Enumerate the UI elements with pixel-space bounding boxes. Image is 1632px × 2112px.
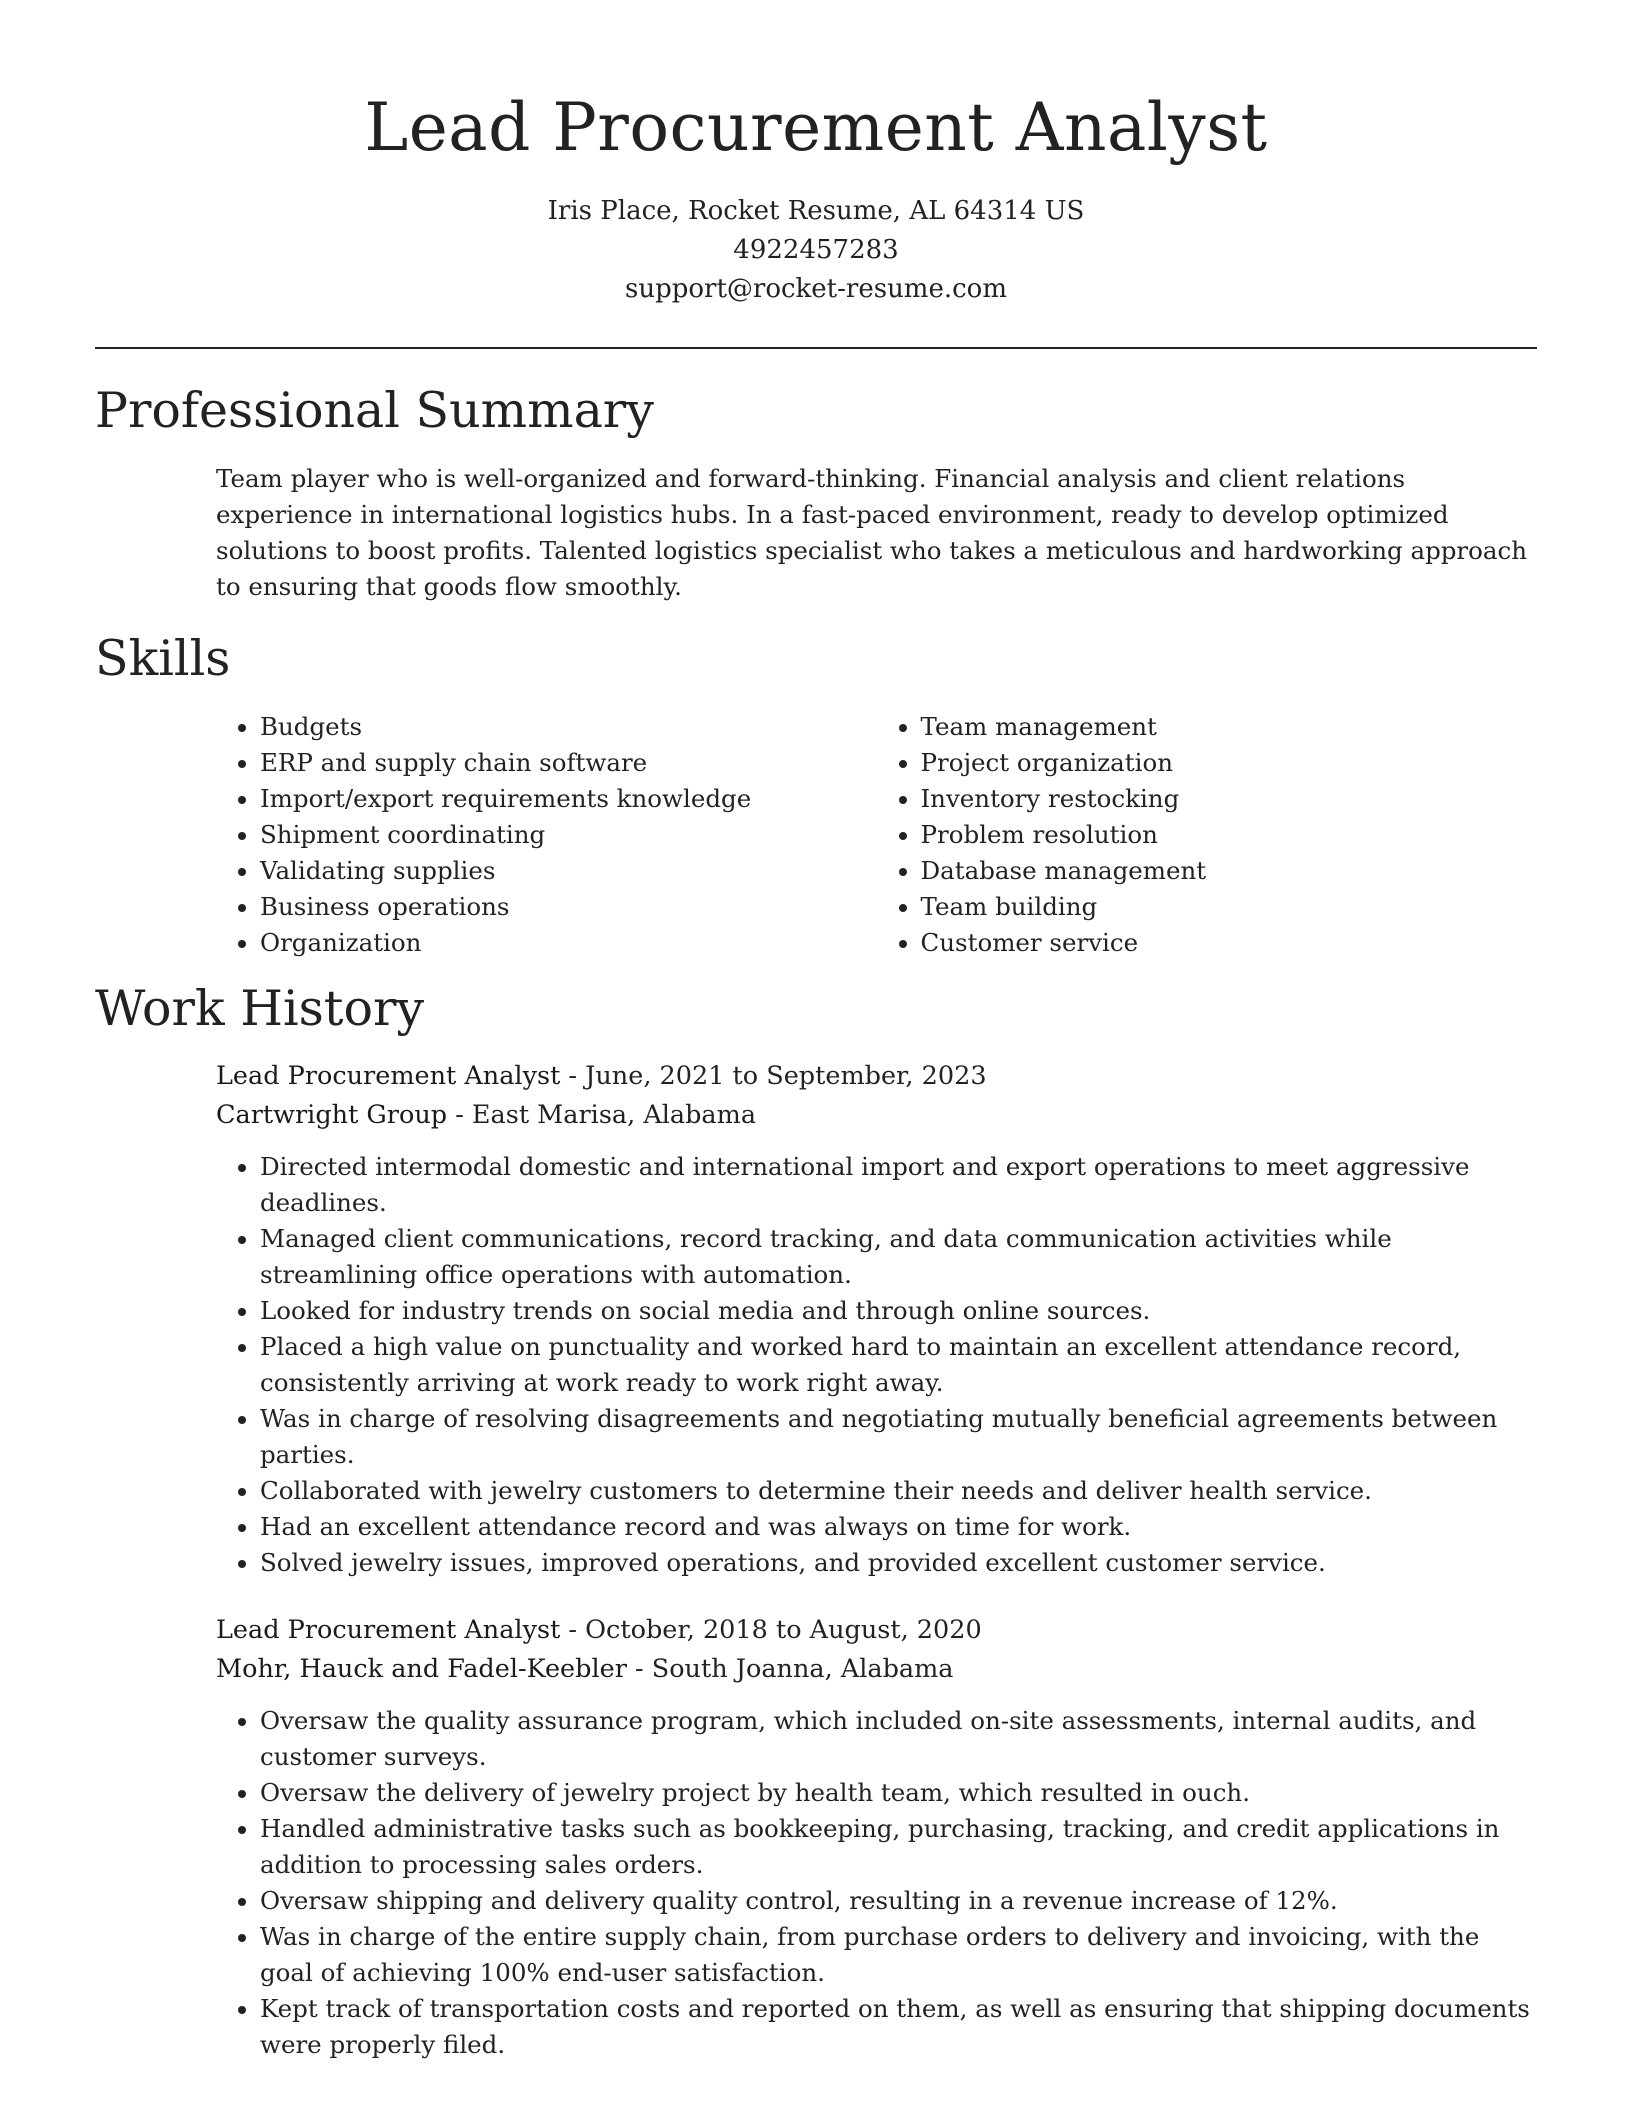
- job-dates: - October, 2018 to August, 2020: [560, 1615, 982, 1645]
- skill-item: • Project organization: [921, 745, 1538, 781]
- job-entry-2: [216, 1611, 1537, 2063]
- job-entry-1: [216, 1057, 1537, 1581]
- job-company-line: [216, 1096, 1537, 1135]
- work-history-heading: Work History: [95, 980, 425, 1037]
- job-bullet: • Oversaw shipping and delivery quality control, resulting in a revenue increase of 12%.: [260, 1883, 1537, 1919]
- email-address: support@rocket-resume.com: [624, 274, 1007, 304]
- skill-item: • Inventory restocking: [921, 781, 1538, 817]
- skill-item: • Organization: [260, 925, 877, 961]
- job-company-line: [216, 1650, 1537, 1689]
- job-location: - East Marisa, Alabama: [447, 1100, 757, 1130]
- job-bullet: • Was in charge of the entire supply chain, from purchase orders to delivery and invoicing, with the goal of achieving 100% end-user satisfaction.: [260, 1919, 1537, 1991]
- skills-list-left: [216, 709, 877, 961]
- job-bullet: • Managed client communications, record tracking, and data communication activities while streamlining office operations with automation.: [260, 1221, 1537, 1293]
- job-bullets: [216, 1149, 1537, 1581]
- skills-section: [216, 709, 1537, 961]
- job-location: - South Joanna, Alabama: [626, 1654, 954, 1684]
- job-bullet: • Was in charge of resolving disagreements and negotiating mutually beneficial agreements between parties.: [260, 1401, 1537, 1473]
- job-role: Lead Procurement Analyst: [216, 1061, 561, 1091]
- skill-item: • Customer service: [921, 925, 1538, 961]
- summary-section: [216, 461, 1537, 605]
- summary-text: Team player who is well-organized and forward-thinking. Financial analysis and client relations experience in international logistics hubs. In a fast-paced environment, ready to develop optimized solutions to boost profits. Talented logistics specialist who takes a meticulous and hardworking approach to ensuring that goods flow smoothly.: [216, 464, 1528, 601]
- job-bullet: • Solved jewelry issues, improved operations, and provided excellent customer service.: [260, 1545, 1537, 1581]
- job-bullet: • Kept track of transportation costs and reported on them, as well as ensuring that shipping documents were properly filed.: [260, 1991, 1537, 2063]
- skill-item: • Validating supplies: [260, 853, 877, 889]
- skill-item: • Shipment coordinating: [260, 817, 877, 853]
- job-title-line: [216, 1057, 1537, 1096]
- job-bullet: • Placed a high value on punctuality and worked hard to maintain an excellent attendance record, consistently arriving at work ready to work right away.: [260, 1329, 1537, 1401]
- job-bullet: • Oversaw the quality assurance program, which included on-site assessments, internal audits, and customer surveys.: [260, 1703, 1537, 1775]
- job-bullet: • Handled administrative tasks such as bookkeeping, purchasing, tracking, and credit applications in addition to processing sales orders.: [260, 1811, 1537, 1883]
- address-line: Iris Place, Rocket Resume, AL 64314 US: [547, 196, 1085, 226]
- skill-item: • Business operations: [260, 889, 877, 925]
- job-bullet: • Had an excellent attendance record and was always on time for work.: [260, 1509, 1537, 1545]
- skill-item: • Problem resolution: [921, 817, 1538, 853]
- job-title-line: [216, 1611, 1537, 1650]
- job-bullet: • Looked for industry trends on social media and through online sources.: [260, 1293, 1537, 1329]
- job-company: Cartwright Group: [216, 1100, 448, 1130]
- skill-item: • Budgets: [260, 709, 877, 745]
- job-bullet: • Directed intermodal domestic and international import and export operations to meet aggressive deadlines.: [260, 1149, 1537, 1221]
- skill-item: • Team building: [921, 889, 1538, 925]
- skills-heading: Skills: [95, 630, 231, 687]
- job-bullet: • Oversaw the delivery of jewelry project by health team, which resulted in ouch.: [260, 1775, 1537, 1811]
- header-divider: [95, 347, 1537, 349]
- job-company: Mohr, Hauck and Fadel-Keebler: [216, 1654, 627, 1684]
- skill-item: • Database management: [921, 853, 1538, 889]
- phone-number: 4922457283: [733, 235, 899, 265]
- resume-page: [95, 0, 1537, 2063]
- resume-header: [95, 0, 1537, 309]
- job-dates: - June, 2021 to September, 2023: [560, 1061, 987, 1091]
- job-bullets: [216, 1703, 1537, 2063]
- skill-item: • ERP and supply chain software: [260, 745, 877, 781]
- skill-item: • Import/export requirements knowledge: [260, 781, 877, 817]
- skills-list-right: [877, 709, 1538, 961]
- summary-heading: Professional Summary: [95, 382, 654, 439]
- job-role: Lead Procurement Analyst: [216, 1615, 561, 1645]
- candidate-name: Lead Procurement Analyst: [364, 89, 1268, 166]
- job-bullet: • Collaborated with jewelry customers to determine their needs and deliver health service.: [260, 1473, 1537, 1509]
- skill-item: • Team management: [921, 709, 1538, 745]
